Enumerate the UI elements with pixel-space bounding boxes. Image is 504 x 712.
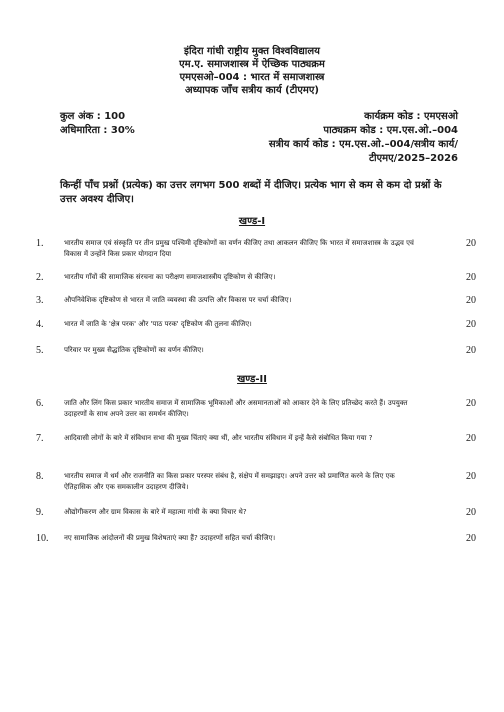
question-text: भारत में जाति के 'क्षेत्र परक' और 'पाठ परक' दृष्टिकोण की तुलना कीजिए। [64, 320, 252, 328]
question-text: नए सामाजिक आंदोलनों की प्रमुख विशेषताएं क्या हैं? उदाहरणों सहित चर्चा कीजिए। [64, 534, 276, 542]
question-number: 9. [36, 507, 44, 518]
question-marks: 20 [466, 272, 476, 283]
question-marks: 20 [466, 238, 476, 249]
course-title: एमएसओ–004 : भारत में समाजशास्त्र [179, 72, 325, 83]
question-marks: 20 [466, 295, 476, 306]
question-text: भारतीय समाज एवं संस्कृति पर तीन प्रमुख पश्चिमी दृष्टिकोणों का वर्णन कीजिए तथा आकलन कीजिए कि भारत में समाजशास्त्र के उद्भव एवं विकास में उन्होंने किस प्रकार योगदान दिया [64, 239, 414, 258]
question-marks: 20 [466, 319, 476, 330]
assignment-code: सत्रीय कार्य कोड : एम.एस.ओ.–004/सत्रीय कार्य/ [268, 139, 458, 150]
question-text: भारतीय गाँवों की सामाजिक संरचना का परीक्षण समाजशास्त्रीय दृष्टिकोण से कीजिए। [64, 273, 276, 281]
marks-info [60, 110, 135, 138]
course-code: पाठ्यक्रम कोड : एम.एस.ओ.–004 [323, 125, 458, 136]
programme-code: कार्यक्रम कोड : एमएसओ [364, 111, 458, 122]
document-header [0, 45, 504, 97]
question-text: परिवार पर मुख्य सैद्धांतिक दृष्टिकोणों का वर्णन कीजिए। [64, 346, 204, 354]
question-marks: 20 [466, 471, 476, 482]
question-number: 6. [36, 398, 44, 409]
university-name: इंदिरा गांधी राष्ट्रीय मुक्त विश्वविद्यालय [184, 46, 320, 57]
instructions: किन्हीं पाँच प्रश्नों (प्रत्येक) का उत्तर लगभग 500 शब्दों में दीजिए। प्रत्येक भाग से कम से कम दो प्रश्नों के उत्तर अवश्य दीजिए। [60, 180, 442, 205]
question-marks: 20 [466, 533, 476, 544]
question-text: औद्योगीकरण और ग्राम विकास के बारे में महात्मा गांधी के क्या विचार थे? [64, 508, 247, 516]
programme-title: एम.ए. समाजशास्त्र में ऐच्छिक पाठ्यक्रम [179, 59, 325, 70]
session: टीएमए/2025–2026 [369, 153, 458, 164]
question-marks: 20 [466, 433, 476, 444]
assignment-title: अध्यापक जाँच सत्रीय कार्य (टीएमए) [185, 85, 319, 96]
question-text: जाति और लिंग किस प्रकार भारतीय समाज में सामाजिक भूमिकाओं और असमानताओं को आकार देने के लिए प्रतिच्छेद करते हैं। उपयुक्त उदाहरणों के साथ अपने उत्तर का समर्थन कीजिए। [64, 399, 408, 418]
question-number: 5. [36, 345, 44, 356]
code-info [269, 110, 458, 166]
question-marks: 20 [466, 398, 476, 409]
question-text: आदिवासी लोगों के बारे में संविधान सभा की मुख्य चिंताएं क्या थीं, और भारतीय संविधान में इन्हें कैसे संबोधित किया गया ? [64, 434, 373, 442]
section-b-title: खण्ड-II [237, 374, 267, 385]
question-text: भारतीय समाज में धर्म और राजनीति का किस प्रकार परस्पर संबंध है, संक्षेप में समझाइए। अपने उत्तर को प्रमाणित करने के लिए एक ऐतिहासिक और एक समकालीन उदाहरण दीजिये। [64, 472, 395, 491]
section-a-title: खण्ड-I [238, 216, 266, 227]
weightage: अधिमारिता : 30% [60, 125, 135, 136]
question-number: 10. [36, 533, 49, 544]
question-number: 8. [36, 471, 44, 482]
question-number: 3. [36, 295, 44, 306]
total-marks: कुल अंक : 100 [60, 111, 126, 122]
question-marks: 20 [466, 345, 476, 356]
question-number: 2. [36, 272, 44, 283]
question-text: औपनिवेशिक दृष्टिकोण से भारत में जाति व्यवस्था की उत्पत्ति और विकास पर चर्चा कीजिए। [64, 296, 292, 304]
question-number: 7. [36, 433, 44, 444]
question-number: 1. [36, 238, 44, 249]
question-number: 4. [36, 319, 44, 330]
question-marks: 20 [466, 507, 476, 518]
